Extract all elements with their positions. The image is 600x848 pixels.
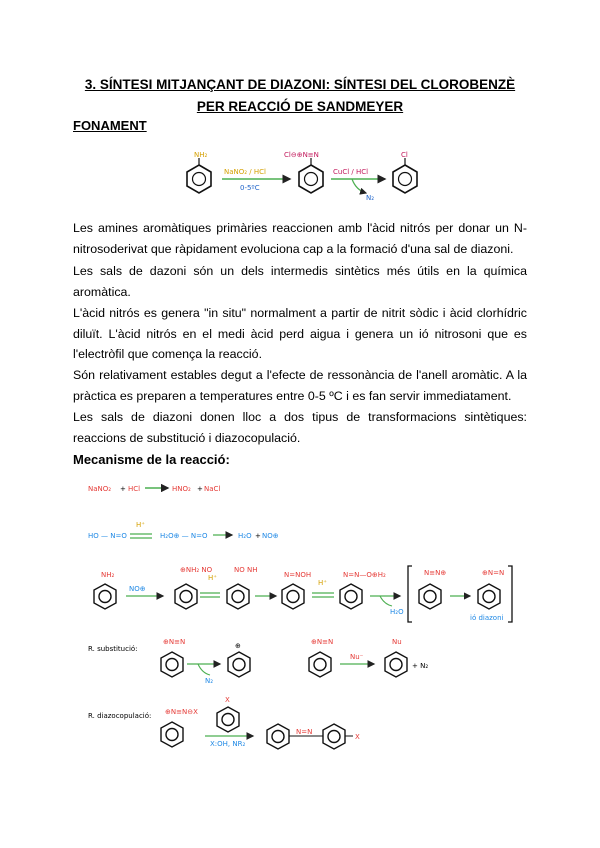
eq1-a: NaNO₂ [88,485,112,493]
eq1-c: HNO₂ [172,485,191,493]
eq2-a: HO — N=O [88,532,127,540]
eq1-d: NaCl [204,485,221,493]
eq1-b: HCl [128,485,141,493]
scheme-product-group: Cl [401,151,408,159]
scheme-byproduct: N₂ [366,194,375,202]
eq2-cat: H⁺ [136,521,145,529]
scheme-product-ring [393,158,417,193]
row5-g2: X [225,696,230,704]
row3-r1: NO⊕ [129,585,146,593]
svg-text:+: + [120,485,126,493]
svg-text:+: + [255,532,261,540]
row3-g2: ⊕NH₂ NO [180,566,213,574]
scheme-reagent2: CuCl / HCl [333,168,369,176]
paragraph-2: Les sals de dazoni són un dels intermedis sintètics més útils en la química aromàtica. [73,264,527,299]
eq2-d: NO⊕ [262,532,279,540]
paragraph-4: Són relativament estables degut a l'efecte de ressonància de l'anell aromàtic. A la pràctica es preparen a temperatures entre 0-5 ºC i es fan servir immediatament. [73,368,527,403]
row4-g4: Nu [392,638,402,646]
row4-by2: + N₂ [412,662,429,670]
eq2-b: H₂O⊕ — N=O [160,532,208,540]
eq2-c: H₂O [238,532,252,540]
row3-g5: N=N—O⊕H₂ [343,571,386,579]
title-line-1: 3. SÍNTESI MITJANÇANT DE DIAZONI: SÍNTESI DEL CLOROBENZÈ [84,77,516,92]
row3-g7: ⊕N=N [482,569,505,577]
row3-g1: NH₂ [101,571,115,579]
row5-link: N=N [296,728,313,736]
row5-g3: X [355,733,360,741]
paragraph-3: L'àcid nitrós es genera "in situ" normalment a partir de nitrit sòdic i àcid clorhídric diluït. L'àcid nitrós en el medi àcid perd aigua i genera un ió nitrosoni que es l'electròfil que comença la reacció. [73,306,527,362]
row5-cond: X:OH, NR₂ [210,740,246,748]
mechanism-heading: Mecanisme de la reacció: [73,452,230,467]
row3-r2: H⁺ [208,574,217,582]
svg-text:+: + [197,485,203,493]
scheme-condition1: 0-5ºC [240,184,260,192]
row5-g1: ⊕N≡N⊖X [165,708,198,716]
row4-g2: ⊕ [235,642,241,650]
scheme-intermediate-group: Cl⊖⊕N≡N [284,151,319,159]
section-heading: FONAMENT [73,118,147,133]
row3-g4: N=NOH [284,571,312,579]
row3-r4: H₂O [390,608,404,616]
row5-label: R. diazocopulació: [88,712,152,720]
scheme-reactant-ring [187,158,211,193]
row3-label: ió diazoni [470,614,504,622]
row4-g1: ⊕N≡N [163,638,186,646]
scheme-reactant-group: NH₂ [194,151,208,159]
paragraph-5: Les sals de diazoni donen lloc a dos tipus de transformacions sintètiques: reaccions de substitució i diazocopulació. [73,410,527,445]
title-line-2: PER REACCIÓ DE SANDMEYER [196,99,404,114]
paragraph-1: Les amines aromàtiques primàries reaccionen amb l'àcid nitrós per donar un N-nitrosoderivat que ràpidament evoluciona cap a la formació d'una sal de diazoni. [73,221,527,256]
row4-nu: Nu⁻ [350,653,364,661]
row4-g3: ⊕N≡N [311,638,334,646]
row3-g3: NO NH [234,566,258,574]
row3-r3: H⁺ [318,579,327,587]
scheme-intermediate-ring [299,158,323,193]
row4-by1: N₂ [205,677,214,685]
scheme-reagent1: NaNO₂ / HCl [224,168,266,176]
row4-label: R. substitució: [88,645,138,653]
row3-g6: N≡N⊕ [424,569,447,577]
